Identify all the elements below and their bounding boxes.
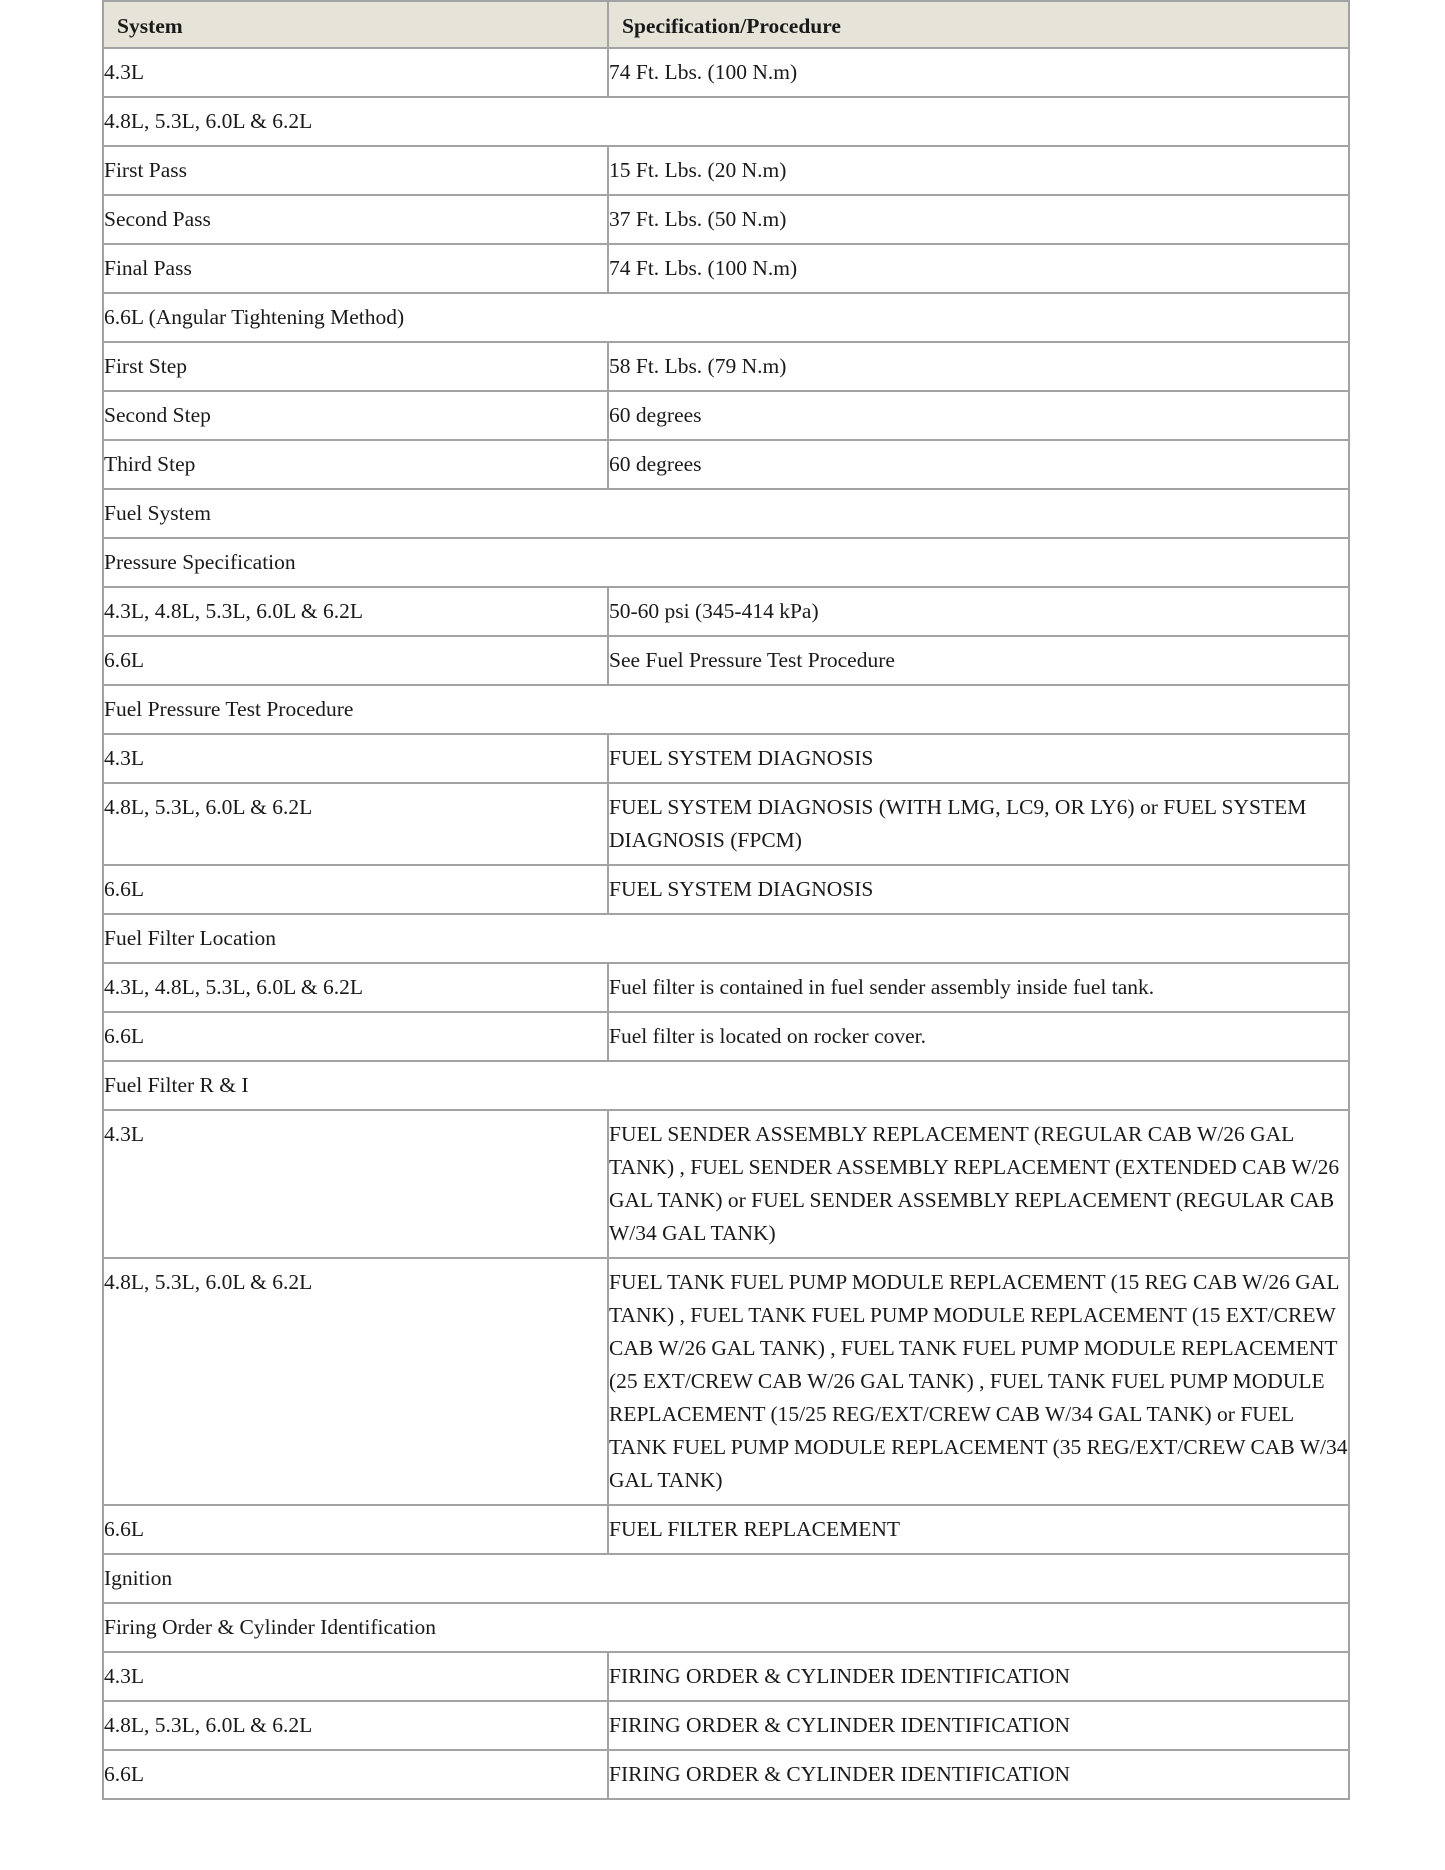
system-cell: Final Pass xyxy=(103,244,608,293)
column-header-specification: Specification/Procedure xyxy=(608,1,1349,48)
table-row xyxy=(103,1505,1349,1554)
system-cell: Firing Order & Cylinder Identification xyxy=(103,1603,1349,1652)
specification-cell: FUEL FILTER REPLACEMENT xyxy=(608,1505,1349,1554)
table-row xyxy=(103,1110,1349,1258)
table-row xyxy=(103,1554,1349,1603)
system-cell: 4.8L, 5.3L, 6.0L & 6.2L xyxy=(103,97,1349,146)
specification-cell: Fuel filter is contained in fuel sender assembly inside fuel tank. xyxy=(608,963,1349,1012)
table-row xyxy=(103,538,1349,587)
system-cell: 4.8L, 5.3L, 6.0L & 6.2L xyxy=(103,783,608,865)
system-cell: Third Step xyxy=(103,440,608,489)
system-cell: Fuel System xyxy=(103,489,1349,538)
system-cell: 6.6L (Angular Tightening Method) xyxy=(103,293,1349,342)
specification-cell: FIRING ORDER & CYLINDER IDENTIFICATION xyxy=(608,1701,1349,1750)
table-row xyxy=(103,587,1349,636)
system-cell: 4.3L xyxy=(103,48,608,97)
specification-cell: 74 Ft. Lbs. (100 N.m) xyxy=(608,244,1349,293)
specification-cell: 50-60 psi (345-414 kPa) xyxy=(608,587,1349,636)
system-cell: Fuel Filter R & I xyxy=(103,1061,1349,1110)
table-row xyxy=(103,97,1349,146)
system-cell: Second Pass xyxy=(103,195,608,244)
system-cell: 4.3L xyxy=(103,1652,608,1701)
system-cell: First Pass xyxy=(103,146,608,195)
column-header-system: System xyxy=(103,1,608,48)
system-cell: Pressure Specification xyxy=(103,538,1349,587)
table-row xyxy=(103,914,1349,963)
system-cell: Fuel Pressure Test Procedure xyxy=(103,685,1349,734)
system-cell: 6.6L xyxy=(103,1012,608,1061)
specification-cell: FUEL SYSTEM DIAGNOSIS xyxy=(608,865,1349,914)
system-cell: 6.6L xyxy=(103,865,608,914)
specification-cell: FUEL SENDER ASSEMBLY REPLACEMENT (REGULAR CAB W/26 GAL TANK) , FUEL SENDER ASSEMBLY REPLACEMENT (EXTENDED CAB W/26 GAL TANK) or FUEL SENDER ASSEMBLY REPLACEMENT (REGULAR CAB W/34 GAL TANK) xyxy=(608,1110,1349,1258)
table-row xyxy=(103,963,1349,1012)
table-row xyxy=(103,146,1349,195)
table-row xyxy=(103,195,1349,244)
system-cell: Ignition xyxy=(103,1554,1349,1603)
system-cell: 4.3L, 4.8L, 5.3L, 6.0L & 6.2L xyxy=(103,587,608,636)
system-cell: 4.8L, 5.3L, 6.0L & 6.2L xyxy=(103,1258,608,1505)
specification-cell: 60 degrees xyxy=(608,391,1349,440)
table-row xyxy=(103,1652,1349,1701)
system-cell: 4.3L, 4.8L, 5.3L, 6.0L & 6.2L xyxy=(103,963,608,1012)
specification-cell: Fuel filter is located on rocker cover. xyxy=(608,1012,1349,1061)
system-cell: 4.8L, 5.3L, 6.0L & 6.2L xyxy=(103,1701,608,1750)
table-row xyxy=(103,1012,1349,1061)
table-row xyxy=(103,489,1349,538)
table-row xyxy=(103,734,1349,783)
specification-cell: FUEL TANK FUEL PUMP MODULE REPLACEMENT (15 REG CAB W/26 GAL TANK) , FUEL TANK FUEL PUMP MODULE REPLACEMENT (15 EXT/CREW CAB W/26 GAL TANK) , FUEL TANK FUEL PUMP MODULE REPLACEMENT (25 EXT/CREW CAB W/26 GAL TANK) , FUEL TANK FUEL PUMP MODULE REPLACEMENT (15/25 REG/EXT/CREW CAB W/34 GAL TANK) or FUEL TANK FUEL PUMP MODULE REPLACEMENT (35 REG/EXT/CREW CAB W/34 GAL TANK) xyxy=(608,1258,1349,1505)
specification-cell: 37 Ft. Lbs. (50 N.m) xyxy=(608,195,1349,244)
table-row xyxy=(103,293,1349,342)
system-cell: 6.6L xyxy=(103,1505,608,1554)
specification-cell: FUEL SYSTEM DIAGNOSIS xyxy=(608,734,1349,783)
system-cell: First Step xyxy=(103,342,608,391)
specification-cell: FUEL SYSTEM DIAGNOSIS (WITH LMG, LC9, OR LY6) or FUEL SYSTEM DIAGNOSIS (FPCM) xyxy=(608,783,1349,865)
table-row xyxy=(103,48,1349,97)
system-cell: Second Step xyxy=(103,391,608,440)
specification-cell: FIRING ORDER & CYLINDER IDENTIFICATION xyxy=(608,1750,1349,1799)
system-cell: Fuel Filter Location xyxy=(103,914,1349,963)
specification-cell: 58 Ft. Lbs. (79 N.m) xyxy=(608,342,1349,391)
specification-cell: 60 degrees xyxy=(608,440,1349,489)
table-body xyxy=(103,48,1349,1799)
table-row xyxy=(103,244,1349,293)
table-row xyxy=(103,783,1349,865)
specification-cell: See Fuel Pressure Test Procedure xyxy=(608,636,1349,685)
table-row xyxy=(103,685,1349,734)
table-row xyxy=(103,1750,1349,1799)
table-row xyxy=(103,1701,1349,1750)
system-cell: 4.3L xyxy=(103,734,608,783)
table-row xyxy=(103,440,1349,489)
specification-cell: 15 Ft. Lbs. (20 N.m) xyxy=(608,146,1349,195)
table-row xyxy=(103,865,1349,914)
specification-cell: 74 Ft. Lbs. (100 N.m) xyxy=(608,48,1349,97)
table-row xyxy=(103,391,1349,440)
table-row xyxy=(103,342,1349,391)
table-row xyxy=(103,1258,1349,1505)
table-row xyxy=(103,1603,1349,1652)
table-row xyxy=(103,636,1349,685)
table-row xyxy=(103,1061,1349,1110)
header-row xyxy=(103,1,1349,48)
system-cell: 6.6L xyxy=(103,636,608,685)
specification-table xyxy=(102,0,1350,1800)
specification-cell: FIRING ORDER & CYLINDER IDENTIFICATION xyxy=(608,1652,1349,1701)
system-cell: 6.6L xyxy=(103,1750,608,1799)
system-cell: 4.3L xyxy=(103,1110,608,1258)
